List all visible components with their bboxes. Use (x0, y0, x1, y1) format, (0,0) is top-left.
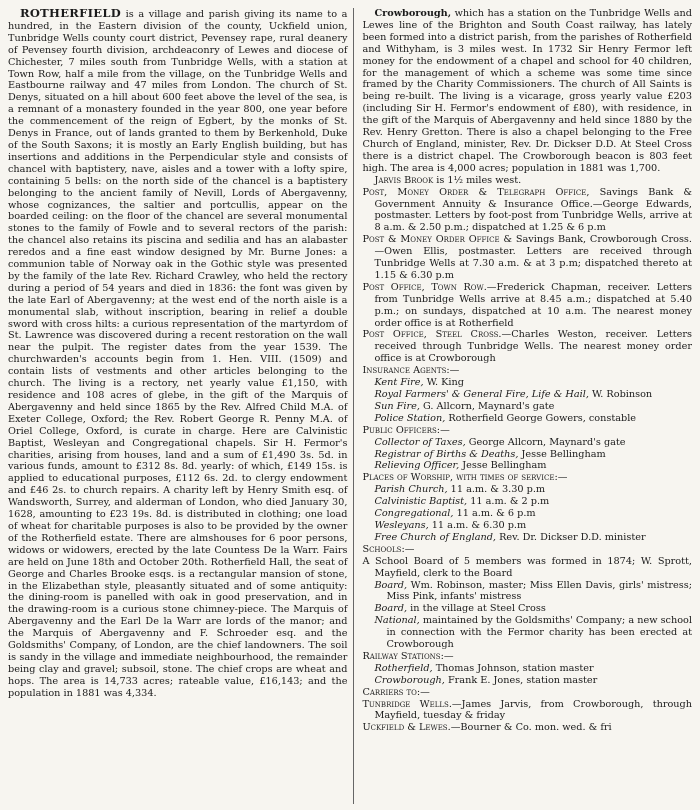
post-office-heading: Post, Money Order & Telegraph Office, (362, 186, 590, 198)
item-role: Police Station, (374, 412, 446, 424)
item-role: Rotherfield, (374, 662, 433, 674)
crowborough-paragraph (362, 8, 692, 175)
item-role: National, (374, 615, 420, 627)
left-column (8, 8, 354, 804)
rotherfield-heading: ROTHERFIELD (20, 8, 121, 20)
carrier-entry (362, 722, 692, 734)
item-text: 11 a.m. & 3.30 p.m (447, 484, 546, 496)
railway-stations-header: Railway Stations:— (362, 650, 454, 662)
list-item (362, 437, 692, 449)
list-item (362, 460, 692, 472)
item-role: Wesleyans, (374, 519, 429, 531)
item-text: G. Allcorn, Maynard's gate (419, 400, 555, 412)
jarvis-brook-line (362, 175, 692, 187)
right-column (362, 8, 692, 804)
item-text: 11 a.m. & 6 p.m (453, 508, 536, 520)
item-text: George Allcorn, Maynard's gate (465, 436, 626, 448)
carrier-place: Uckfield & Lewes. (362, 722, 451, 734)
item-role: Calvinistic Baptist, (374, 496, 468, 508)
list-item (362, 520, 692, 532)
item-role: Board, (374, 603, 408, 615)
jarvis-brook-heading: Jarvis Brook (374, 174, 434, 186)
post-office-heading: Post Office, Town Row. (362, 281, 487, 293)
post-office-entry (362, 234, 692, 282)
item-text: maintained by the Goldsmiths' Company; a new school in connection with the Fermor charity has been erected at Crowborough (386, 615, 692, 651)
list-item (362, 663, 692, 675)
item-text: W. Robinson (588, 389, 653, 400)
item-role: Royal Farmers' & General Fire, Life & Hail, (374, 389, 589, 400)
carrier-text: —Bourner & Co. mon. wed. & fri (450, 722, 612, 734)
post-office-heading: Post Office, Steel Cross. (362, 329, 502, 341)
item-text: Jesse Bellingham (518, 448, 606, 460)
list-item (362, 675, 692, 687)
item-role: Parish Church, (374, 484, 448, 496)
item-role: Kent Fire, (374, 377, 424, 389)
post-office-text: —Frederick Chapman, receiver. Letters from Tunbridge Wells arrive at 8.45 a.m.; dispatched at 5.40 p.m.; on sundays, dispatched at 10 a.m. The nearest money order office is at Rotherfield (374, 281, 692, 329)
list-item (362, 449, 692, 461)
item-text: Wm. Robinson, master; Miss Ellen Davis, girls' mistress; Miss Pink, infants' mistress (386, 579, 692, 603)
item-role: Registrar of Births & Deaths, (374, 448, 519, 460)
insurance-agents-header: Insurance Agents:— (362, 365, 460, 377)
list-item (362, 413, 692, 425)
item-text: in the village at Steel Cross (407, 603, 546, 615)
item-role: Crowborough, (374, 674, 445, 686)
list-item (362, 484, 692, 496)
post-office-entry (362, 329, 692, 365)
jarvis-brook-text: is 1½ miles west. (433, 174, 522, 186)
item-role: Relieving Officer, (374, 460, 460, 472)
item-text: Frank E. Jones, station master (444, 674, 598, 686)
crowborough-text: which has a station on the Tunbridge Wells and Lewes line of the Brighton and South Coast railway, has lately been formed into a district parish, from the parishes of Rotherfield and Withyham, is 3 miles west. In 1732 Sir Henry Fermor left money for the endowment of a chapel and school for 40 children, for the management of which a scheme was some time since framed by the Charity Commissioners. The church of All Saints is being re-built. The living is a vicarage, gross yearly value £203 (including Sir H. Fermor's endowment of £80), with residence, in the gift of the Marquis of Abergavenny and held since 1880 by the Rev. Henry Gretton. There is also a chapel belonging to the Free Church of England, minister, Rev. Dr. Dickser D.D. At Steel Cross there is a district chapel. The Crowborough beacon is 803 feet high. The area is 4,000 acres; population in 1881 was 1,700. (362, 8, 692, 174)
item-role: Congregational, (374, 508, 454, 520)
item-role: Free Church of England, (374, 531, 497, 543)
list-item (362, 603, 692, 615)
item-text: Rotherfield George Gowers, constable (445, 412, 637, 424)
item-role: Sun Fire, (374, 400, 420, 412)
rotherfield-text: is a village and parish giving its name to a hundred, in the Eastern division of the county, Uckfield union, Tunbridge Wells county court district, Pevensey rape, rural deanery of Pevensey fourth division, archdeaconry of Lewes and diocese of Chichester, 7 miles south from Tunbridge Wells, with a station at Town Row, half a mile from the village, on the Tunbridge Wells and Eastbourne railway and 47 miles from London. The church of St. Denys, situated on a hill about 600 feet above the level of the sea, is a remnant of a monastery founded in the year 800, one year before the commencement of the reign of Egbert, by the monks of St. Denys in France, out of lands granted to them by Berkenhold, Duke of the South Saxons; it is mostly an Early English building, but has insertions and additions in the Perpendicular style and consists of chancel with baptistery, nave, aisles and a tower with a lofty spire, containing 5 bells: on the north side of the chancel is a baptistery belonging to the ancient family of Nevill, Lords of Abergavenny, whose cognizances, the saltier and portcullis, appear on the boarded ceiling: on the floor of the chancel are several monumental stones to the family of Fowle and to several rectors of the parish: the chancel also retains its piscina and sedilia and has an alabaster reredos and a fine east window designed by Mr. Burne Jones: a communion table of Norway oak in the Gothic style was presented by the family of the late Rev. Richard Crawley, who held the rectory during a period of 54 years and died in 1836: the font was given by the late Earl of Abergavenny; at the west end of the north aisle is a monumental slab, without inscription, bearing in relief a double sword with cross hilts: a curious representation of the martyrdom of St. Lawrence was discovered during a recent restoration on the wall near the pulpit. The register dates from the year 1539. The churchwarden's accounts begin from 1. Hen. VIII. (1509) and contain lists of vestments and other articles belonging to the church. The living is a rectory, net yearly value £1,150, with residence and 108 acres of glebe, in the gift of the Marquis of Abergavenny and held since 1865 by the Rev. Alfred Child M.A. of Exeter College, Oxford; the Rev. Robert George R. Penny M.A. of Oriel College, Oxford, is curate in charge. Here are Calvinistic Baptist, Wesleyan and Congregational chapels. Sir H. Fermor's charities, arising from houses, land and a sum of £1,490 3s. 5d. in various funds, amount to £312 8s. 8d. yearly: of which, £149 15s. is applied to educational purposes, £112 6s. 2d. to clergy endowment and £46 2s. to church repairs. A charity left by Henry Smith esq. of Wandsworth, Surrey, and alderman of London, who died January 30, 1628, amounting to £23 19s. 8d. is distributed in clothing; one load of wheat for charitable purposes is also to be provided by the owner of the Rotherfield estate. There are almshouses for 6 poor persons, widows or widowers, erected by the late Countess De la Warr. Fairs are held on June 18th and October 20th. Rotherfield Hall, the seat of George and Charles Brooke esqs. is a rectangular mansion of stone, in the Elizabethan style, pleasantly situated and of some antiquity: the dining-room is panelled with oak in good preservation, and in the drawing-room is a curious stone chimney-piece. The Marquis of Abergavenny and the Earl De la Warr are lords of the manor; and the Marquis of Abergavenny and F. Schroeder esq. and the Goldsmiths' Company, of London, are the chief landowners. The soil is sandy in the village and immediate neighbourhood, the remainder being clay and gravel; subsoil, stone. The chief crops are wheat and hops. The area is 14,733 acres; rateable value, £16,143; and the population in 1881 was 4,334. (8, 9, 348, 699)
list-item (362, 496, 692, 508)
post-office-heading: Post & Money Order Office (362, 234, 500, 246)
post-office-text: & Savings Bank, Crowborough Cross.—Owen Ellis, postmaster. Letters are received through Tunbridge Wells at 7.30 a.m. & at 3 p.m; dispatched thereto at 1.15 & 6.30 p.m (374, 234, 692, 281)
crowborough-heading: Crowborough, (374, 8, 452, 19)
post-office-entry (362, 282, 692, 330)
post-office-entry (362, 187, 692, 235)
carriers-header: Carriers to:— (362, 686, 430, 698)
item-text: Rev. Dr. Dickser D.D. minister (496, 531, 646, 543)
rotherfield-paragraph (8, 8, 347, 700)
list-item (362, 580, 692, 604)
public-officers-header: Public Officers:— (362, 424, 450, 436)
list-item (362, 615, 692, 651)
post-office-text: Savings Bank & Government Annuity & Insurance Office.—George Edwards, postmaster. Letters by foot-post from Tunbridge Wells, arrive at 8 a.m. & 2.50 p.m.; dispatched at 1.25 & 6 p.m (374, 186, 692, 234)
item-text: Thomas Johnson, station master (432, 662, 594, 674)
item-text: 11 a.m. & 6.30 p.m (428, 519, 527, 531)
carrier-entry (362, 699, 692, 723)
item-text: 11 a.m. & 2 p.m (467, 496, 550, 508)
item-text: W. King (423, 377, 464, 389)
carrier-place: Tunbridge Wells. (362, 698, 452, 710)
schools-header: Schools:— (362, 543, 415, 555)
item-role: Collector of Taxes, (374, 436, 466, 448)
list-item (362, 389, 692, 401)
places-of-worship-header: Places of Worship, with times of service:— (362, 472, 568, 484)
post-office-text: —Charles Weston, receiver. Letters received through Tunbridge Wells. The nearest money order office is at Crowborough (374, 329, 692, 365)
list-item (362, 377, 692, 389)
schools-intro: A School Board of 5 members was formed in 1874; W. Sprott, Mayfield, clerk to the Board (362, 555, 692, 579)
list-item (362, 508, 692, 520)
item-text: Jesse Bellingham (459, 460, 547, 472)
list-item (362, 401, 692, 413)
carrier-text: —James Jarvis, from Crowborough, through Mayfield, tuesday & friday (374, 698, 692, 722)
item-role: Board, (374, 579, 408, 591)
list-item (362, 532, 692, 544)
